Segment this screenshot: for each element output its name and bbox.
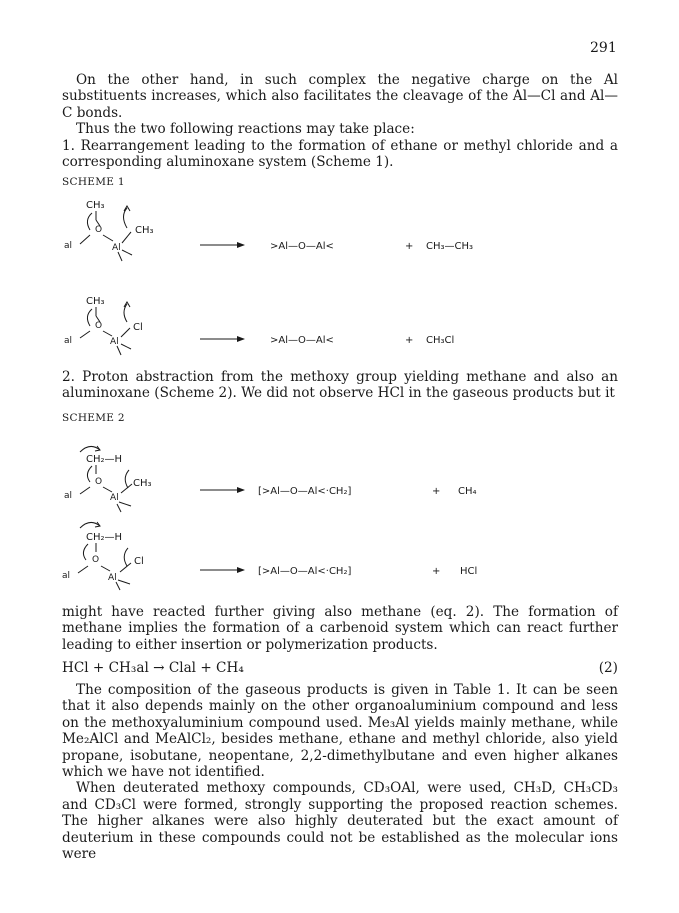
aluminoxane-product: >Al—O—Al< xyxy=(270,241,334,252)
al-center-label: Al xyxy=(112,243,121,253)
al-center-label: Al xyxy=(110,493,119,503)
cl-side-label: Cl xyxy=(133,322,143,333)
discussion-text xyxy=(62,604,618,653)
plus-sign: + xyxy=(432,486,441,497)
equation-number: (2) xyxy=(598,660,618,676)
equation-2 xyxy=(62,660,618,676)
ethane-product: CH₃—CH₃ xyxy=(426,241,474,252)
al-left-label: al xyxy=(64,241,73,251)
scheme2-reaction2 xyxy=(62,522,477,590)
aluminoxane-product: >Al—O—Al< xyxy=(270,335,334,346)
al-left-label: al xyxy=(64,491,73,501)
oxygen-label: O xyxy=(95,225,103,235)
plus-sign: + xyxy=(432,566,441,577)
results-text xyxy=(62,682,618,862)
plus-sign: + xyxy=(405,335,414,346)
paragraph: When deuterated methoxy compounds, CD₃OAl, were used, CH₃D, CH₃CD₃ and CD₃Cl were formed, strongly supporting the proposed reaction schemes. The higher alkanes were also highly deuterated but the exact amount of deuterium in these compounds could not be established as the molecular ions were xyxy=(62,780,618,863)
al-left-label: al xyxy=(62,571,71,581)
ch3-side-label: CH₃ xyxy=(133,478,152,489)
plus-sign: + xyxy=(405,241,414,252)
methyl-chloride-product: CH₃Cl xyxy=(426,335,455,346)
scheme2-intro xyxy=(62,369,618,402)
paragraph: Thus the two following reactions may take place: xyxy=(76,121,415,138)
ch3-label: CH₃ xyxy=(86,200,105,211)
oxygen-label: O xyxy=(95,321,103,331)
paragraph: might have reacted further giving also methane (eq. 2). The formation of methane implies the formation of a carbenoid system which can react further leading to either insertion or polymerization products. xyxy=(62,604,618,653)
carbenoid-complex-product: [>Al—O—Al<·CH₂] xyxy=(258,486,352,497)
paragraph: 2. Proton abstraction from the methoxy group yielding methane and also an aluminoxane (Scheme 2). We did not observe HCl in the gaseous products but it xyxy=(62,369,618,402)
scheme1-reaction2 xyxy=(64,296,454,355)
ch3-label: CH₃ xyxy=(86,296,105,307)
ch3-side-label: CH₃ xyxy=(135,225,154,236)
scheme-2-label: SCHEME 2 xyxy=(62,412,125,424)
ch2-h-label: CH₂—H xyxy=(86,454,123,465)
paragraph: On the other hand, in such complex the negative charge on the Al substituents increases, which also facilitates the cleavage of the Al—Cl and Al—C bonds. xyxy=(62,72,618,121)
scheme-1-label: SCHEME 1 xyxy=(62,176,125,188)
hcl-product: HCl xyxy=(460,566,478,577)
scheme2-reaction1 xyxy=(64,446,477,512)
oxygen-label: O xyxy=(95,477,103,487)
paragraph: The composition of the gaseous products is given in Table 1. It can be seen that it also depends mainly on the other organoaluminium compound and less on the methoxyaluminium compound used. Me₃Al yields mainly methane, while Me₂AlCl and MeAlCl₂, besides methane, ethane and methyl chloride, also yield propane, isobutane, neopentane, 2,2-dimethylbutane and even higher alkanes which we have not identified. xyxy=(62,682,618,781)
methane-product: CH₄ xyxy=(458,486,477,497)
al-center-label: Al xyxy=(108,573,117,583)
carbenoid-complex-product: [>Al—O—Al<·CH₂] xyxy=(258,566,352,577)
page-number: 291 xyxy=(590,40,617,56)
ch2-h-label: CH₂—H xyxy=(86,532,123,543)
paragraph: 1. Rearrangement leading to the formation of ethane or methyl chloride and a corresponding aluminoxane system (Scheme 1). xyxy=(62,137,618,171)
equation-text: HCl + CH₃al → Clal + CH₄ xyxy=(62,660,244,676)
al-center-label: Al xyxy=(110,337,119,347)
scheme1-reaction1 xyxy=(64,200,473,261)
cl-side-label: Cl xyxy=(134,556,144,567)
al-left-label: al xyxy=(64,336,73,346)
oxygen-label: O xyxy=(92,555,100,565)
